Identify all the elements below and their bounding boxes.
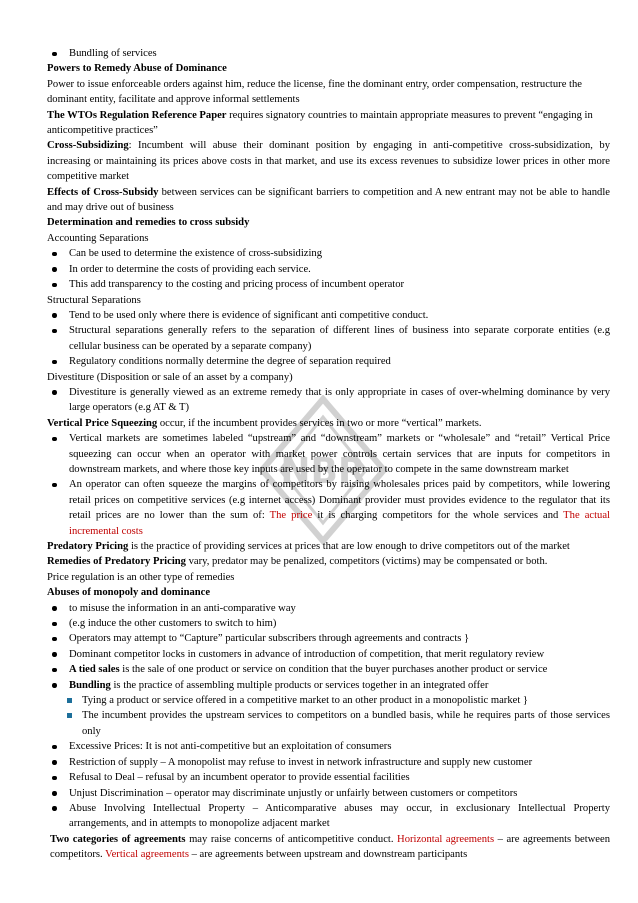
paragraph-vertical-price-squeezing [47,416,610,431]
paragraph-price-regulation: Price regulation is an other type of remedies [47,571,235,583]
term-effects: Effects of Cross-Subsidy [47,186,159,198]
list-item: Restriction of supply – A monopolist may refuse to invest in network infrastructure and supply new customer [47,755,610,770]
highlight-incremental-costs: The actual incremental costs [69,510,610,537]
term-cross-subsidizing: Cross-Subsidizing [47,140,129,152]
paragraph-powers: Power to issue enforceable orders against him, reduce the license, fine the dominant entry, order compensation, restructure the dominant entity, facilitate and approve informal settlements [47,78,582,106]
list-item: Bundling of services [47,46,610,61]
heading-abuses: Abuses of monopoly and dominance [47,587,211,599]
text-agreements-b: – are agreements between competitors. [50,833,611,861]
paragraph-cross-subsidizing [47,138,610,184]
text-remedies: vary, predator may be penalized, competitors (victims) may be compensated or both. [185,556,548,568]
bullet-list-accounting [47,246,610,292]
list-item: Operators may attempt to “Capture” particular subscribers through agreements and contracts } [47,631,610,646]
highlight-vertical: Vertical agreements [105,849,189,861]
term-predatory: Predatory Pricing [47,541,129,552]
list-item: Abuse Involving Intellectual Property – Anticomparative abuses may occur, in exclusionary Intellectual Property arrangements, and in attempts to monopolize adjacent market [47,801,610,832]
text-vps: occur, if the incumbent provides services in two or more “vertical” markets. [157,417,482,429]
sub-list-item: Tying a product or service offered in a competitive market to an other product in a monopolistic market } [47,693,610,708]
paragraph-remedies [47,554,610,569]
text-predatory: is the practice of providing services at prices that are low enough to drive competitors out of the market [128,541,570,552]
text-agreements-c: – are agreements between upstream and downstream participants [188,849,468,861]
list-item: In order to determine the costs of providing each service. [47,262,610,277]
paragraph-predatory-pricing [47,539,610,554]
paragraph-agreements [47,832,610,863]
list-item [47,662,610,677]
bullet-list-top [47,46,610,61]
text-tied-sales: is the sale of one product or service on condition that the buyer purchases another product or service [119,664,548,676]
term-remedies: Remedies of Predatory Pricing [47,556,186,568]
text-vps-a: An operator can often squeeze the margins of competitors by raising wholesales prices paid by competitors, while lowering retail prices on competitive services (e.g internet access) Dominant provider must provides evidence to the regulator that its retail prices are no lower than the sum of: [69,479,610,522]
highlight-the-price: The price [269,510,313,522]
list-item: Vertical markets are sometimes labeled “upstream” and “downstream” markets or “wholesale” and “retail” Vertical Price squeezing can occur when an operator with market power controls certain services that are inputs for competitors in downstream markets, and where those key inputs are used by the operator to compete in the same downstream market [47,431,610,477]
text-wto: requires signatory countries to maintain appropriate measures to prevent “engaging in anticompetitive practices” [47,109,593,137]
list-item: This add transparency to the costing and pricing process of incumbent operator [47,277,610,292]
bullet-list-vps [47,431,610,539]
list-item: (e.g induce the other customers to switch to him) [47,616,610,631]
text-bundling: is the practice of assembling multiple products or services together in an integrated offer [110,679,489,691]
text-vps-b: it is charging competitors for the whole services and [312,510,564,522]
list-item: Regulatory conditions normally determine the degree of separation required [47,354,610,369]
sub-list-item: The incumbent provides the upstream services to competitors on a bundled basis, while he requires parts of those services only [47,708,610,739]
heading-powers: Powers to Remedy Abuse of Dominance [47,63,227,75]
text-cross-subsidizing: : Incumbent will abuse their dominant position by engaging in anti-competitive cross-subsidization, by increasing or maintaining its prices above costs in that market, and use its excess revenues to subsidize lower prices in other more competitive market [47,140,610,183]
list-item: Divestiture is generally viewed as an extreme remedy that is only appropriate in cases of over-whelming dominance by very large operators (e.g AT & T) [47,385,610,416]
term-bundling: Bundling [69,679,111,691]
text-effects: between services can be significant barriers to competition and A new entrant may not be able to handle and may drive out of business [47,186,610,214]
subheading-divestiture: Divestiture (Disposition or sale of an asset by a company) [47,371,293,383]
subheading-structural: Structural Separations [47,294,141,306]
subheading-accounting: Accounting Separations [47,232,149,244]
list-item: Tend to be used only where there is evidence of significant anti competitive conduct. [47,308,610,323]
list-item: Can be used to determine the existence of cross-subsidizing [47,246,610,261]
heading-determination: Determination and remedies to cross subsidy [47,217,250,229]
text-agreements-a: may raise concerns of anticompetitive conduct. [185,833,398,845]
term-tied-sales: A tied sales [69,664,120,676]
term-wto: The WTOs Regulation Reference Paper [47,109,227,121]
list-item: Excessive Prices: It is not anti-competitive but an exploitation of consumers [47,739,610,754]
list-item [47,678,610,693]
list-item: to misuse the information in an anti-comparative way [47,601,610,616]
paragraph-wto [47,108,610,139]
watermark-label: NBR [280,451,366,492]
highlight-horizontal: Horizontal agreements [397,833,495,845]
list-item: Refusal to Deal – refusal by an incumbent operator to provide essential facilities [47,770,610,785]
paragraph-effects [47,185,610,216]
list-item: Unjust Discrimination – operator may discriminate unjustly or unfairly between customers or competitors [47,786,610,801]
term-vps: Vertical Price Squeezing [47,417,158,429]
term-two-categories: Two categories of agreements [50,833,186,845]
list-item: Dominant competitor locks in customers in advance of introduction of competition, that merit regulatory review [47,647,610,662]
document-page [47,46,610,863]
bullet-list-abuses [47,601,610,832]
list-item: Structural separations generally refers to the separation of different lines of business into separate corporate entities (e.g cellular business can be operated by a separate company) [47,323,610,354]
bullet-list-structural [47,308,610,370]
bullet-list-divestiture [47,385,610,416]
list-item [47,477,610,539]
